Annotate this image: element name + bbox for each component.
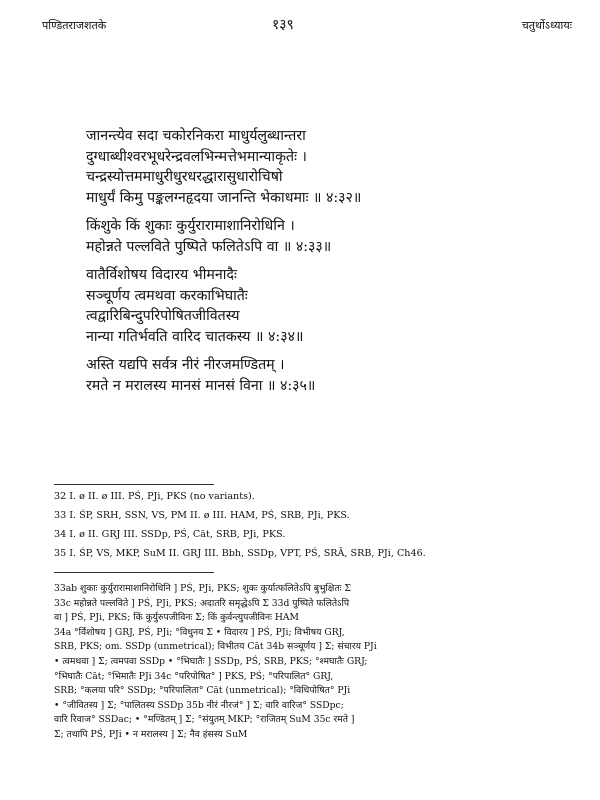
critical-apparatus bbox=[54, 582, 584, 743]
source-note: 32 I. ø II. ø III. PŚ, PJi, PKS (no variants). bbox=[54, 491, 255, 502]
verse-line: अस्ति यद्यपि सर्वत्र नीरं नीरजमण्डितम् । bbox=[86, 357, 285, 373]
apparatus-line: 34a °र्विशोषय ] GRJ, PŚ, PJi; °विधुनय Σ • विदारय ] PŚ, PJi; विभीषय GRJ, bbox=[54, 626, 345, 638]
verse-line: चन्द्रस्योत्तममाधुरीधुरधरद्धारासुधारोचिषो bbox=[86, 169, 283, 185]
source-notes bbox=[54, 490, 574, 566]
verse-line: जानन्त्येव सदा चकोरनिकरा माधुर्यलुब्धान्तरा bbox=[86, 128, 306, 144]
apparatus-line: वारि रिवाज° SSDac; • °मण्डितम् ] Σ; °संयुतम् MKP; °राजितम् SuM 35c रमते ] bbox=[54, 714, 355, 726]
apparatus-line: Σ; तथापि PŚ, PJi • न मरालस्य ] Σ; नैव हंसस्य SuM bbox=[54, 728, 248, 740]
verse-gap bbox=[86, 347, 546, 355]
source-note: 34 I. ø II. GRJ III. SSDp, PŚ, Cāt, SRB, PJi, PKS. bbox=[54, 529, 286, 540]
apparatus-line: वा ] PŚ, PJi, PKS; किं कुर्युरुपजीविनः Σ; किं कुर्वन्त्युपजीविनः HAM bbox=[54, 612, 299, 624]
apparatus-line: 33ab शुकाः कुर्युरारामाशानिरोधिनि ] PŚ, PJi, PKS; शुकः कुर्यात्फलितेऽपि बुभुक्षितः Σ bbox=[54, 583, 351, 594]
verse-line: वातैर्विशोषय विदारय भीमनादैः bbox=[86, 267, 237, 283]
apparatus-line: °भिघातैः Cāt; °भिमातैः PJi 34c °परिपोषित° ] PKS, PŚ; °परिपालित° GRJ, bbox=[54, 670, 334, 682]
apparatus-line: SRB; °कलया परि° SSDp; °परिपालिता° Cāt (unmetrical); °विधिपोषित° PJi bbox=[54, 685, 351, 697]
source-note: 35 I. ŚP, VS, MKP, SuM II. GRJ III. Bbh, SSDp, VPT, PŚ, SRĀ, SRB, PJi, Ch46. bbox=[54, 548, 426, 559]
running-header-title: पण्डितराजशतके bbox=[42, 19, 107, 32]
verse-block bbox=[86, 126, 546, 396]
verse-line: माधुर्यं किमु पङ्कलग्नहृदया जानन्ति भेकाधमाः ॥ ४:३२॥ bbox=[86, 189, 362, 206]
apparatus-line: • °जीवितस्य ] Σ; °पालितस्य SSDp 35b नीरं नीरजं° ] Σ; वारि वारिज° SSDpc; bbox=[54, 699, 344, 711]
apparatus-line: 33c महोन्नते पल्लविते ] PŚ, PJi, PKS; अदातरि समृद्धेऽपि Σ 33d पुष्पिते फलितेऽपि bbox=[54, 597, 350, 609]
verse-line: सञ्चूर्णय त्वमथवा करकाभिघातैः bbox=[86, 287, 248, 304]
verse-gap bbox=[86, 208, 546, 216]
verse-line: नान्या गतिर्भवति वारिद चातकस्य ॥ ४:३४॥ bbox=[86, 328, 304, 345]
running-header-chapter: चतुर्थोऽध्यायः bbox=[521, 19, 572, 32]
verse-line: महोन्नते पल्लविते पुष्पिते फलितेऽपि वा ॥ ४:३३॥ bbox=[86, 238, 332, 255]
verse-line: दुग्धाब्धीश्वरभूधरेन्द्रवलभिन्मत्तेभमान्याकृतेः । bbox=[86, 148, 307, 165]
verse-line: रमते न मरालस्य मानसं मानसं विना ॥ ४:३५॥ bbox=[86, 377, 316, 394]
apparatus-rule bbox=[54, 572, 214, 573]
verse-line: किंशुके किं शुकाः कुर्युरारामाशानिरोधिनि । bbox=[86, 218, 295, 234]
page-number: १३९ bbox=[272, 17, 294, 33]
verse-gap bbox=[86, 257, 546, 265]
source-note: 33 I. ŚP, SRH, SSN, VS, PM II. ø III. HAM, PŚ, SRB, PJi, PKS. bbox=[54, 510, 350, 521]
apparatus-line: • त्वमथवा ] Σ; त्वमपवा SSDp • °भिघातैः ] SSDp, PŚ, SRB, PKS; °श्मघातैः GRJ; bbox=[54, 655, 368, 667]
verse-line: त्वद्वारिबिन्दुपरिपोषितजीवितस्य bbox=[86, 308, 240, 324]
footnote-rule bbox=[54, 484, 214, 485]
apparatus-line: SRB, PKS; om. SSDp (unmetrical); विभीतय Cāt 34b सञ्चूर्णय ] Σ; संचारय PJi bbox=[54, 641, 377, 653]
